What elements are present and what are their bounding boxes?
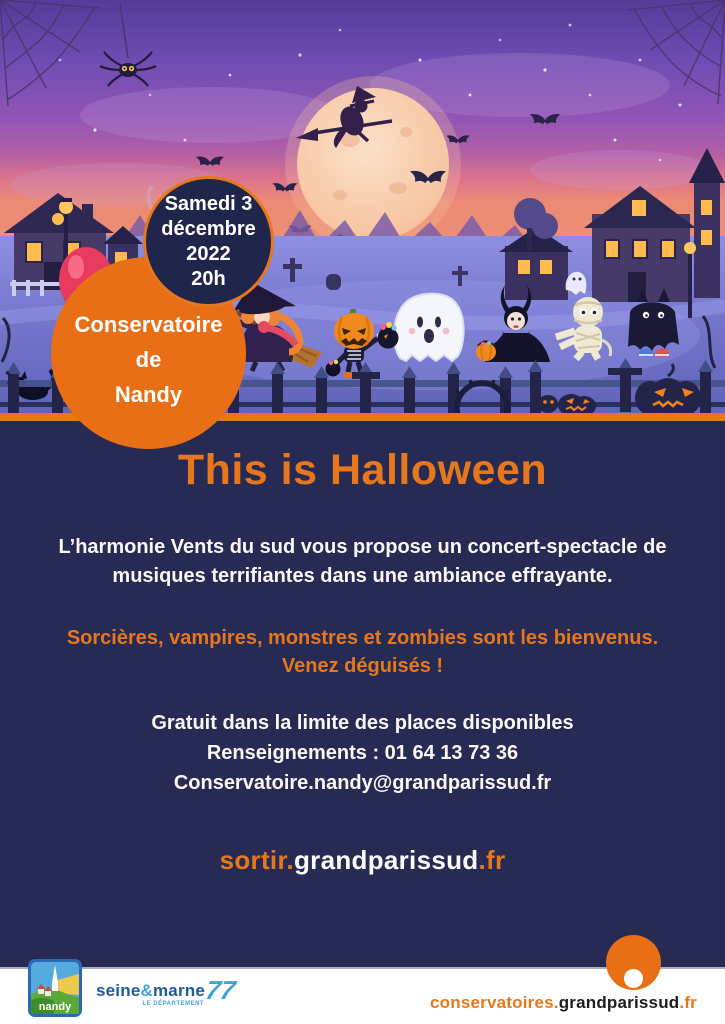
website-url — [0, 845, 725, 876]
date-line: Samedi 3 — [164, 192, 253, 215]
invite-text — [0, 624, 725, 680]
invite-line-2: Venez déguisés ! — [281, 655, 444, 677]
info-free-entry: Gratuit dans la limite des places disponibles — [151, 712, 574, 734]
website-domain: grandparissud — [293, 845, 479, 875]
seine-et-marne-logo — [96, 975, 238, 1015]
grand-paris-sud-logo-notch — [624, 969, 643, 988]
intro-line-1: L’harmonie Vents du sud vous propose un concert-spectacle de — [58, 536, 667, 558]
intro-text — [0, 533, 725, 591]
website-prefix: sortir. — [219, 845, 294, 875]
venue-line: Conservatoire — [74, 311, 223, 337]
conservatoires-prefix: conservatoires. — [430, 993, 559, 1012]
nandy-logo — [28, 959, 82, 1017]
venue-line: de — [135, 346, 162, 372]
date-badge — [143, 176, 274, 307]
conservatoires-tld: .fr — [679, 993, 697, 1012]
nandy-logo-label: nandy — [38, 1001, 72, 1013]
date-line: décembre — [161, 217, 256, 240]
seine-et-marne-77: 77 — [203, 975, 238, 1005]
info-email: Conservatoire.nandy@grandparissud.fr — [173, 772, 552, 794]
invite-line-1: Sorcières, vampires, monstres et zombies sont les bienvenus. — [66, 627, 659, 649]
conservatoires-url — [430, 993, 697, 1013]
footer — [0, 967, 725, 1024]
website-tld: .fr — [478, 845, 506, 875]
grand-paris-sud-logo-icon — [606, 935, 661, 990]
date-line: 20h — [191, 267, 226, 290]
venue-line: Nandy — [114, 381, 183, 407]
seine-et-marne-subtitle: LE DÉPARTEMENT — [142, 1001, 204, 1007]
conservatoires-domain: grandparissud — [558, 993, 680, 1012]
practical-info — [0, 708, 725, 798]
seine-et-marne-name: seine&marne — [96, 981, 205, 1000]
intro-line-2: musiques terrifiantes dans une ambiance effrayante. — [112, 565, 613, 587]
date-line: 2022 — [186, 242, 231, 265]
poster-title: This is Halloween — [177, 446, 548, 494]
info-phone: Renseignements : 01 64 13 73 36 — [206, 742, 519, 764]
